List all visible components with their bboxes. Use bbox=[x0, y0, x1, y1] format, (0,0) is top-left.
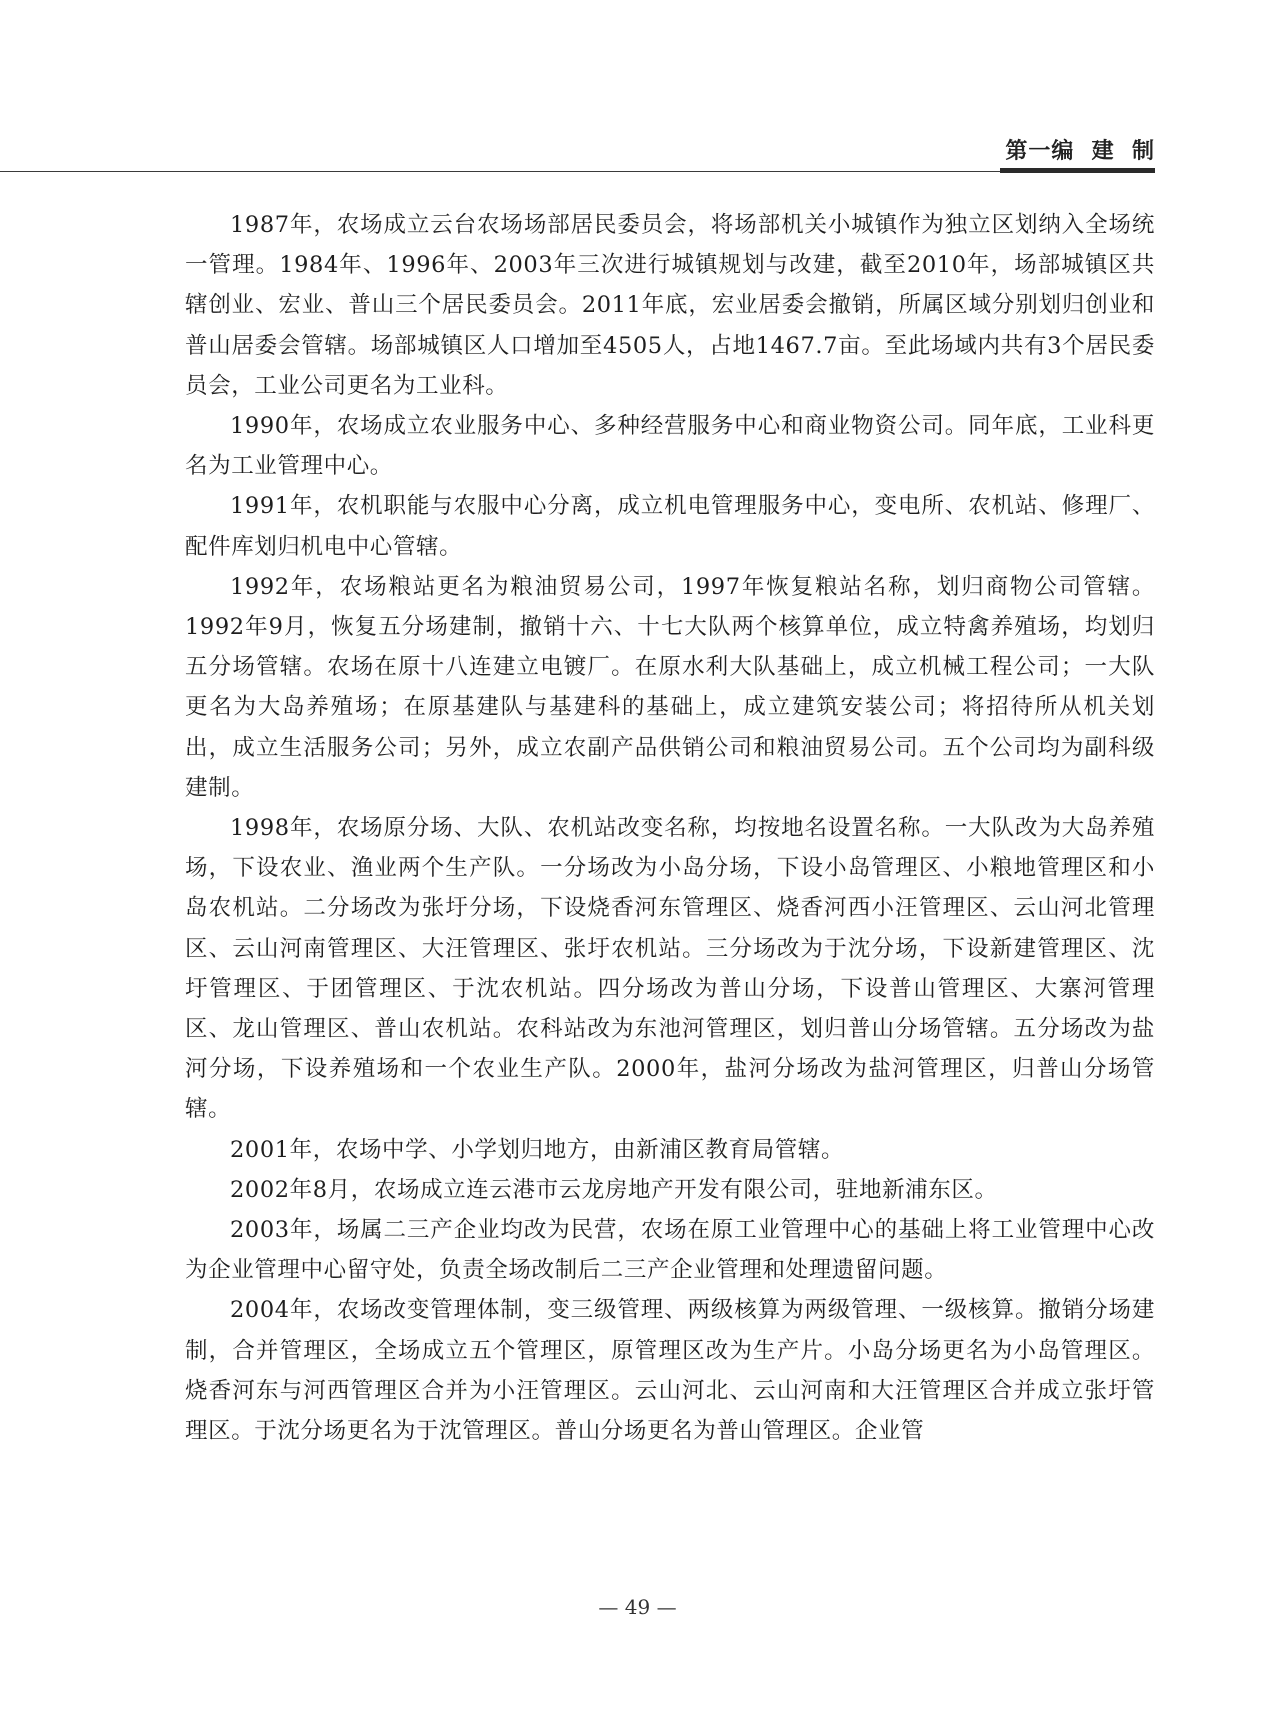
header-rule bbox=[0, 171, 1155, 172]
running-header bbox=[0, 128, 1155, 172]
page-number: — 49 — bbox=[598, 1595, 677, 1619]
paragraph: 2003年，场属二三产企业均改为民营，农场在原工业管理中心的基础上将工业管理中心改为企业管理中心留守处，负责全场改制后二三产企业管理和处理遗留问题。 bbox=[185, 1217, 1155, 1284]
paragraph: 1991年，农机职能与农服中心分离，成立机电管理服务中心，变电所、农机站、修理厂、配件库划归机电中心管辖。 bbox=[185, 493, 1155, 560]
paragraph: 1990年，农场成立农业服务中心、多种经营服务中心和商业物资公司。同年底，工业科更名为工业管理中心。 bbox=[185, 413, 1155, 480]
chapter-title: 第一编 建 制 bbox=[1005, 138, 1155, 164]
header-accent-bar bbox=[1000, 168, 1155, 173]
paragraph: 2002年8月，农场成立连云港市云龙房地产开发有限公司，驻地新浦东区。 bbox=[230, 1176, 998, 1203]
paragraph: 2004年，农场改变管理体制，变三级管理、两级核算为两级管理、一级核算。撤销分场建制，合并管理区，全场成立五个管理区，原管理区改为生产片。小岛分场更名为小岛管理区。烧香河东与河西管理区合并为小汪管理区。云山河北、云山河南和大汪管理区合并成立张圩管理区。于沈分场更名为于沈管理区。普山分场更名为普山管理区。企业管 bbox=[185, 1297, 1155, 1445]
paragraph: 1987年，农场成立云台农场场部居民委员会，将场部机关小城镇作为独立区划纳入全场统一管理。1984年、1996年、2003年三次进行城镇规划与改建，截至2010年，场部城镇区共辖创业、宏业、普山三个居民委员会。2011年底，宏业居委会撤销，所属区域分别划归创业和普山居委会管辖。场部城镇区人口增加至4505人，占地1467.7亩。至此场域内共有3个居民委员会，工业公司更名为工业科。 bbox=[185, 212, 1155, 399]
paragraph: 1992年，农场粮站更名为粮油贸易公司，1997年恢复粮站名称，划归商物公司管辖。1992年9月，恢复五分场建制，撤销十六、十七大队两个核算单位，成立特禽养殖场，均划归五分场管辖。农场在原十八连建立电镀厂。在原水利大队基础上，成立机械工程公司；一大队更名为大岛养殖场；在原基建队与基建科的基础上，成立建筑安装公司；将招待所从机关划出，成立生活服务公司；另外，成立农副产品供销公司和粮油贸易公司。五个公司均为副科级建制。 bbox=[185, 573, 1155, 801]
paragraph: 2001年，农场中学、小学划归地方，由新浦区教育局管辖。 bbox=[230, 1136, 845, 1163]
body-text bbox=[185, 205, 1155, 1451]
paragraph: 1998年，农场原分场、大队、农机站改变名称，均按地名设置名称。一大队改为大岛养殖场，下设农业、渔业两个生产队。一分场改为小岛分场，下设小岛管理区、小粮地管理区和小岛农机站。二分场改为张圩分场，下设烧香河东管理区、烧香河西小汪管理区、云山河北管理区、云山河南管理区、大汪管理区、张圩农机站。三分场改为于沈分场，下设新建管理区、沈圩管理区、于团管理区、于沈农机站。四分场改为普山分场，下设普山管理区、大寨河管理区、龙山管理区、普山农机站。农科站改为东池河管理区，划归普山分场管辖。五分场改为盐河分场，下设养殖场和一个农业生产队。2000年，盐河分场改为盐河管理区，归普山分场管辖。 bbox=[185, 815, 1155, 1123]
